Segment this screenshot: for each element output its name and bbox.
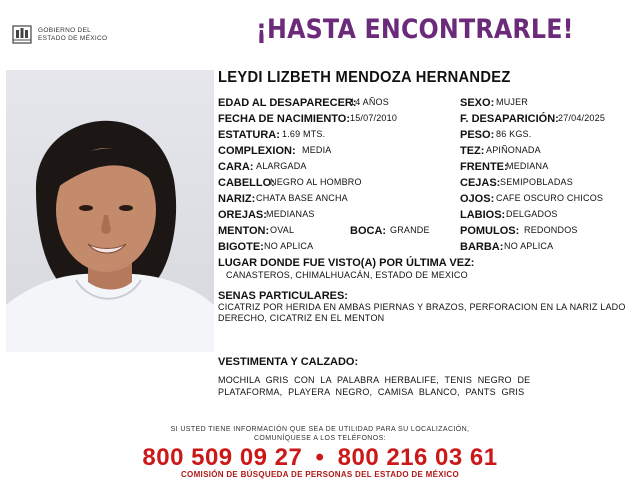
boca-value: GRANDE (390, 225, 430, 235)
logo-line-2: ESTADO DE MÉXICO (38, 35, 108, 42)
cara-value: ALARGADA (256, 161, 307, 171)
menton-value: OVAL (270, 225, 295, 235)
senas-value: CICATRIZ POR HERIDA EN AMBAS PIERNAS Y BRAZOS, PERFORACION EN LA NARIZ LADO DERECHO, CICATRIZ EN EL MENTON (218, 302, 626, 323)
orejas-label: OREJAS: (218, 209, 267, 221)
ojos-label: OJOS: (460, 193, 495, 205)
cejas-label: CEJAS: (460, 177, 501, 189)
boca-label: BOCA: (350, 225, 387, 237)
complexion-value: MEDIA (302, 145, 332, 155)
senas-label: SENAS PARTICULARES: (218, 290, 348, 302)
cara-label: CARA: (218, 161, 254, 173)
lugar-value: CANASTEROS, CHIMALHUACÁN, ESTADO DE MEXICO (226, 270, 468, 280)
state-emblem-icon (10, 22, 34, 46)
footer-note-1: SI USTED TIENE INFORMACIÓN QUE SEA DE UTILIDAD PARA SU LOCALIZACIÓN, (170, 426, 470, 433)
phone-1[interactable]: 800 509 09 27 (142, 444, 303, 471)
phone-2[interactable]: 800 216 03 61 (337, 444, 498, 471)
barba-label: BARBA: (460, 241, 504, 253)
tez-label: TEZ: (460, 145, 485, 157)
barba-value: NO APLICA (504, 241, 554, 251)
lugar-label: LUGAR DONDE FUE VISTO(A) POR ÚLTIMA VEZ: (218, 257, 475, 269)
bigote-label: BIGOTE: (218, 241, 264, 253)
cabello-value: NEGRO AL HOMBRO (270, 177, 362, 187)
cejas-value: SEMIPOBLADAS (500, 177, 573, 187)
vestimenta-value: MOCHILA GRIS CON LA PALABRA HERBALIFE, TENIS NEGRO DE PLATAFORMA, PLAYERA NEGRO, CAMISA BLANCO, PANTS GRIS (218, 375, 531, 397)
pomulos-label: POMULOS: (460, 225, 520, 237)
frente-value: MEDIANA (506, 161, 549, 171)
peso-label: PESO: (460, 129, 495, 141)
phone-separator: • (315, 444, 325, 471)
government-logo (10, 22, 120, 48)
estatura-label: ESTATURA: (218, 129, 280, 141)
peso-value: 86 KGS. (496, 129, 532, 139)
nariz-value: CHATA BASE ANCHA (256, 193, 348, 203)
logo-line-1: GOBIERNO DEL (38, 27, 92, 34)
commission-name: COMISIÓN DE BÚSQUEDA DE PERSONAS DEL ESTADO DE MÉXICO (180, 470, 459, 479)
edad-value: 14 AÑOS (350, 97, 389, 107)
headline: ¡HASTA ENCONTRARLE! (256, 14, 574, 45)
footer-note-2: COMUNÍQUESE A LOS TELÉFONOS: (253, 435, 387, 442)
person-name: LEYDI LIZBETH MENDOZA HERNANDEZ (218, 69, 511, 86)
cabello-label: CABELLO: (218, 177, 275, 189)
nariz-label: NARIZ: (218, 193, 256, 205)
nacimiento-value: 15/07/2010 (350, 113, 398, 123)
phone-numbers (0, 444, 640, 472)
nacimiento-label: FECHA DE NACIMIENTO: (218, 113, 350, 125)
ojos-value: CAFE OSCURO CHICOS (496, 193, 604, 203)
complexion-label: COMPLEXION: (218, 145, 296, 157)
desaparicion-value: 27/04/2025 (558, 113, 606, 123)
orejas-value: MEDIANAS (266, 209, 315, 219)
sexo-value: MUJER (496, 97, 528, 107)
labios-label: LABIOS: (460, 209, 506, 221)
frente-label: FRENTE: (460, 161, 508, 173)
sexo-label: SEXO: (460, 97, 495, 109)
edad-label: EDAD AL DESAPARECER: (218, 97, 357, 109)
bigote-value: NO APLICA (264, 241, 314, 251)
vestimenta-label: VESTIMENTA Y CALZADO: (218, 356, 359, 368)
tez-value: APIÑONADA (486, 145, 541, 155)
labios-value: DELGADOS (506, 209, 558, 219)
pomulos-value: REDONDOS (524, 225, 578, 235)
desaparicion-label: F. DESAPARICIÓN: (460, 113, 559, 125)
missing-person-photo (6, 70, 214, 352)
menton-label: MENTON: (218, 225, 270, 237)
estatura-value: 1.69 MTS. (282, 129, 326, 139)
